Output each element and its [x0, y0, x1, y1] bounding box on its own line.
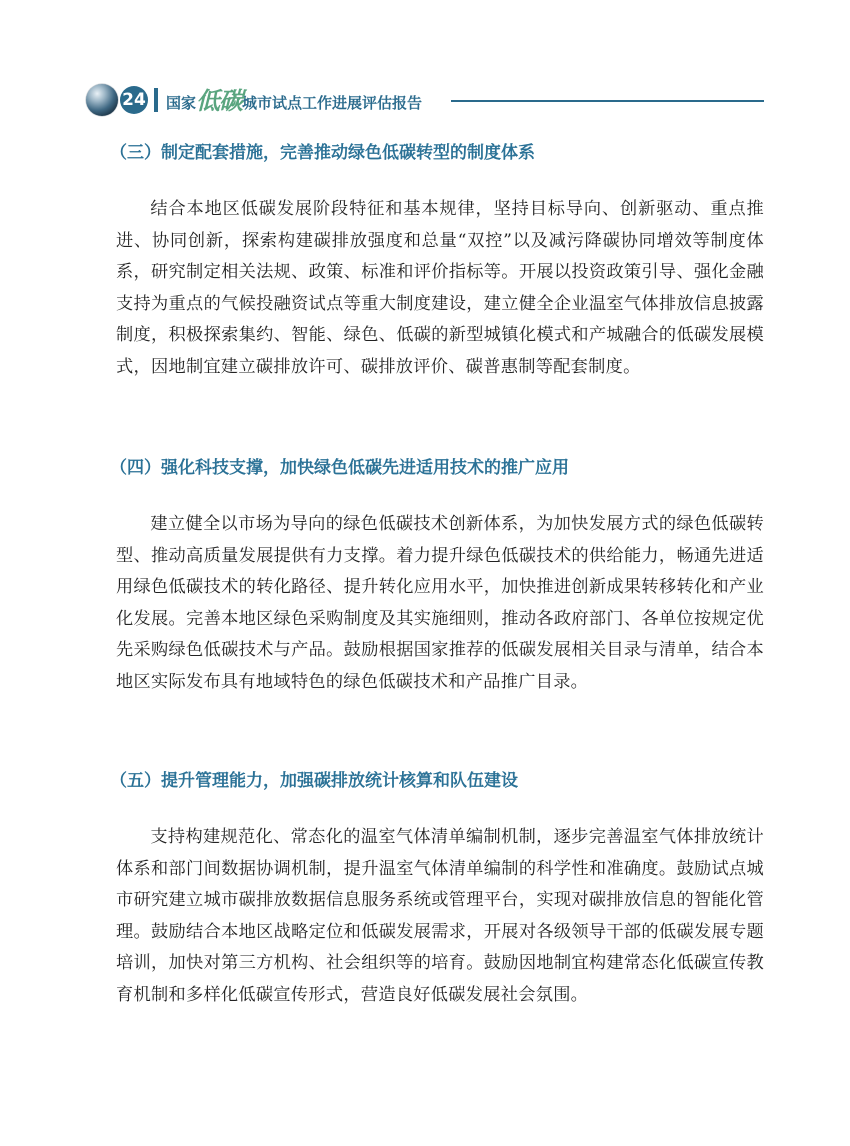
running-title [166, 86, 422, 114]
section-body: 建立健全以市场为导向的绿色低碳技术创新体系，为加快发展方式的绿色低碳转型、推动高质量发展提供有力支撑。着力提升绿色低碳技术的供给能力，畅通先进适用绿色低碳技术的转化路径、提升转化应用水平，加快推进创新成果转移转化和产业化发展。完善本地区绿色采购制度及其实施细则，推动各政府部门、各单位按规定优先采购绿色低碳技术与产品。鼓励根据国家推荐的低碳发展相关目录与清单，结合本地区实际发布具有地域特色的绿色低碳技术和产品推广目录。 [116, 514, 764, 692]
section-body: 支持构建规范化、常态化的温室气体清单编制机制，逐步完善温室气体排放统计体系和部门间数据协调机制，提升温室气体清单编制的科学性和准确度。鼓励试点城市研究建立城市碳排放数据信息服务系统或管理平台，实现对碳排放信息的智能化管理。鼓励结合本地区战略定位和低碳发展需求，开展对各级领导干部的低碳发展专题培训，加快对第三方机构、社会组织等的培育。鼓励因地制宜构建常态化低碳宣传教育机制和多样化低碳宣传形式，营造良好低碳发展社会氛围。 [116, 827, 764, 1005]
section-4 [110, 453, 764, 698]
section-heading: （三）制定配套措施，完善推动绿色低碳转型的制度体系 [110, 143, 535, 163]
page-content [110, 138, 764, 1005]
header-rule [451, 100, 764, 102]
section-3 [110, 138, 764, 383]
running-title-suffix: 城市试点工作进展评估报告 [242, 94, 423, 112]
section-heading: （四）强化科技支撑，加快绿色低碳先进适用技术的推广应用 [110, 458, 569, 478]
header-divider [154, 88, 158, 112]
section-body: 结合本地区低碳发展阶段特征和基本规律，坚持目标导向、创新驱动、重点推进、协同创新，探索构建碳排放强度和总量“双控”以及减污降碳协同增效等制度体系，研究制定相关法规、政策、标准和评价指标等。开展以投资政策引导、强化金融支持为重点的气候投融资试点等重大制度建设，建立健全企业温室气体排放信息披露制度，积极探索集约、智能、绿色、低碳的新型城镇化模式和产城融合的低碳发展模式，因地制宜建立碳排放许可、碳排放评价、碳普惠制等配套制度。 [116, 199, 764, 377]
section-heading: （五）提升管理能力，加强碳排放统计核算和队伍建设 [110, 771, 518, 791]
page-header [86, 82, 766, 118]
running-title-prefix: 国家 [166, 94, 197, 112]
globe-icon [86, 84, 118, 116]
running-title-calligraphy: 低碳 [196, 86, 243, 115]
page-number: 24 [120, 86, 148, 114]
section-5 [110, 766, 764, 1011]
